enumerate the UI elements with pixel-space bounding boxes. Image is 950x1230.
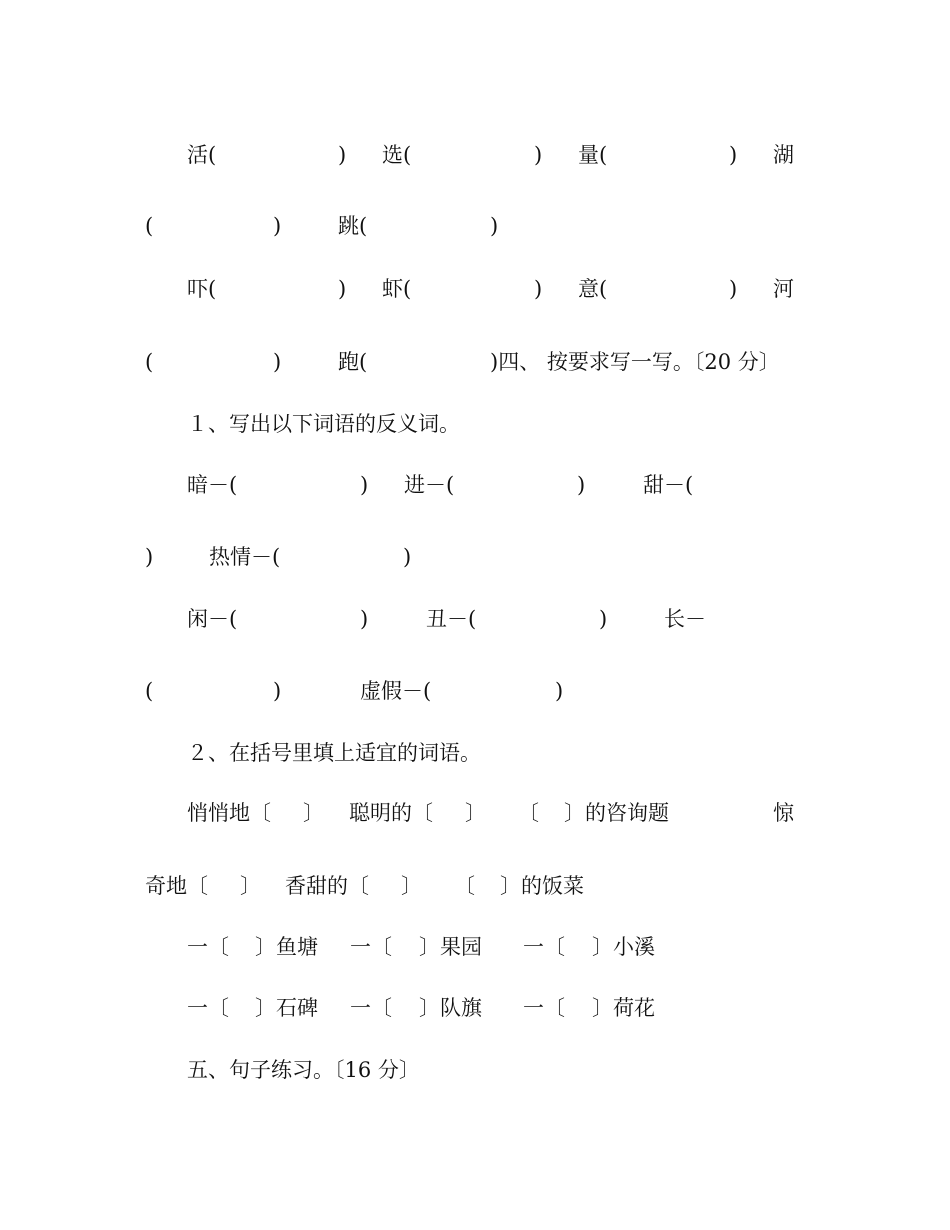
text-fragment: )	[534, 277, 543, 301]
text-fragment: (	[145, 350, 154, 374]
text-fragment: )	[338, 143, 347, 167]
text-fragment: 活(	[187, 143, 217, 167]
text-fragment: 惊	[773, 801, 794, 825]
text-fragment: 〕	[303, 801, 324, 825]
text-fragment: 暗－(	[187, 473, 238, 497]
text-fragment: 一〔	[350, 996, 392, 1020]
text-fragment: 〕鱼塘	[255, 935, 318, 959]
text-fragment: 奇地〔	[145, 874, 208, 898]
text-fragment: 量(	[578, 143, 608, 167]
text-fragment: 一〔	[523, 996, 565, 1020]
text-fragment: )	[729, 277, 738, 301]
text-fragment: 吓(	[187, 277, 217, 301]
text-fragment: 〕	[401, 874, 422, 898]
text-fragment: 一〔	[523, 935, 565, 959]
text-fragment: 闲－(	[187, 607, 238, 631]
text-fragment: 意(	[578, 277, 608, 301]
text-fragment: 选(	[382, 143, 412, 167]
text-fragment: 〕果园	[419, 935, 482, 959]
text-fragment: 〕	[240, 874, 261, 898]
text-fragment: )	[145, 545, 154, 569]
text-fragment: 聪明的〔	[349, 801, 433, 825]
text-fragment: )	[360, 607, 369, 631]
text-fragment: 跳(	[338, 214, 368, 238]
text-fragment: 香甜的〔	[285, 874, 369, 898]
text-fragment: 悄悄地〔	[187, 801, 271, 825]
text-fragment: 虾(	[382, 277, 412, 301]
text-fragment: 跑(	[338, 350, 368, 374]
text-fragment: 一〔	[187, 996, 229, 1020]
text-fragment: 〕荷花	[592, 996, 655, 1020]
section-heading-5: 五、句子练习。〔16 分〕	[187, 1058, 420, 1082]
text-fragment: )	[360, 473, 369, 497]
text-fragment: 甜－(	[643, 473, 694, 497]
text-fragment: 虚假－(	[360, 679, 432, 703]
text-fragment: 湖	[773, 143, 794, 167]
text-fragment: )	[273, 350, 282, 374]
text-fragment: )	[273, 214, 282, 238]
text-fragment: )	[534, 143, 543, 167]
text-fragment: )	[273, 679, 282, 703]
text-fragment: )	[403, 545, 412, 569]
text-fragment: 一〔	[350, 935, 392, 959]
text-fragment: (	[145, 679, 154, 703]
text-fragment: )	[729, 143, 738, 167]
text-fragment: 进－(	[404, 473, 455, 497]
text-fragment: 〕的饭菜	[500, 874, 584, 898]
text-fragment: 〕	[465, 801, 486, 825]
subsection-heading-1: １、写出以下词语的反义词。	[187, 412, 460, 436]
subsection-heading-2: ２、在括号里填上适宜的词语。	[187, 741, 481, 765]
text-fragment: )	[555, 679, 564, 703]
text-fragment: 河	[773, 277, 794, 301]
text-fragment: )	[577, 473, 586, 497]
text-fragment: 〔	[454, 874, 475, 898]
text-fragment: 〔	[518, 801, 539, 825]
text-fragment: )	[338, 277, 347, 301]
text-fragment: (	[145, 214, 154, 238]
text-fragment: 〕小溪	[592, 935, 655, 959]
text-fragment: 热情－(	[209, 545, 281, 569]
text-fragment: 一〔	[187, 935, 229, 959]
text-fragment: )	[490, 214, 499, 238]
text-fragment: 长－	[664, 607, 706, 631]
text-fragment: )	[599, 607, 608, 631]
text-fragment: 〕的咨询题	[564, 801, 669, 825]
text-fragment: 丑－(	[426, 607, 477, 631]
section-heading-4: )四、 按要求写一写。〔20 分〕	[490, 350, 780, 374]
text-fragment: 〕石碑	[255, 996, 318, 1020]
text-fragment: 〕队旗	[419, 996, 482, 1020]
